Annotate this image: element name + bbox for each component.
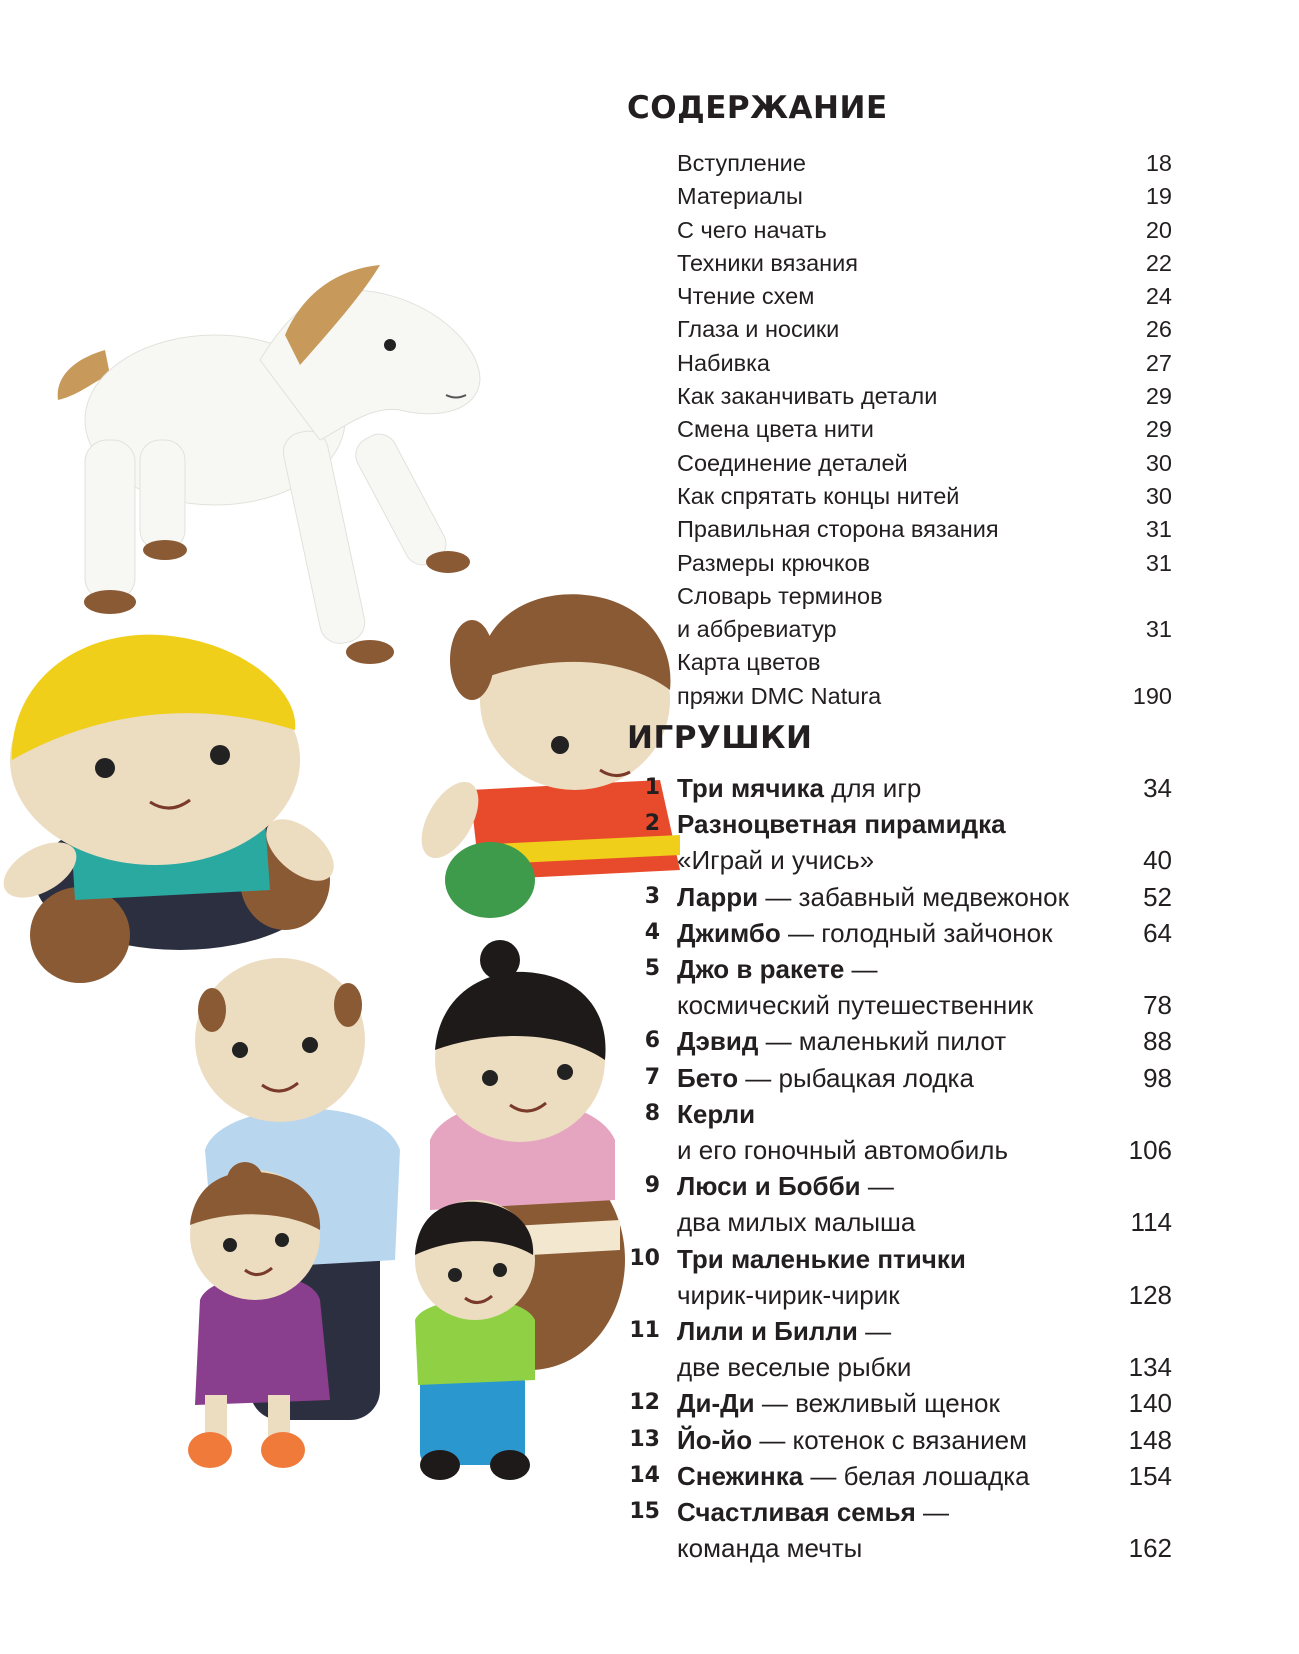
toc-entry-page: 19: [1145, 183, 1172, 210]
toy-entry-number: 7: [644, 1064, 660, 1090]
toy-entry-title: [600, 879, 1180, 915]
toy-entry-title: [600, 842, 1180, 878]
toy-entry-title: [600, 1204, 1180, 1240]
toc-entry-page: 29: [1145, 416, 1172, 443]
toy-entry: [600, 806, 1180, 878]
toc-entry: [600, 280, 1180, 313]
toy-entry-number: 10: [629, 1245, 660, 1271]
toy-name: Ларри: [677, 881, 759, 912]
toc-entry-page: 31: [1145, 516, 1172, 543]
toc-entry-page: 24: [1145, 283, 1172, 310]
toc-entry: [600, 247, 1180, 280]
boy-yellow-hat-toy: [0, 635, 345, 983]
toc-entry: [600, 447, 1180, 480]
toy-name: Джимбо: [677, 917, 781, 948]
toy-entry-page: 98: [1143, 1062, 1172, 1093]
toy-entry-title: [600, 1422, 1180, 1458]
toy-entry-title: [600, 951, 1180, 987]
toy-entry-number: 12: [629, 1390, 660, 1416]
toy-subtitle: — вежливый щенок: [754, 1388, 1000, 1419]
toy-name: Три маленькие птички: [677, 1243, 966, 1274]
toys-heading: ИГРУШКИ: [627, 720, 813, 756]
toy-entry-title: [600, 1494, 1180, 1530]
toc-entry-page: 20: [1145, 216, 1172, 243]
toy-entry-number: 2: [644, 811, 660, 837]
toy-entry: [600, 951, 1180, 1023]
toy-entry: [600, 770, 1180, 806]
toy-entry-page: 64: [1143, 917, 1172, 948]
toy-entry: [600, 1494, 1180, 1566]
toy-subtitle: —: [857, 1316, 892, 1347]
toy-entry-number: 4: [644, 919, 660, 945]
toy-subtitle: команда мечты: [677, 1533, 863, 1564]
toy-subtitle: — белая лошадка: [803, 1460, 1030, 1491]
toy-entry-title: [600, 1385, 1180, 1421]
toy-entry-number: 6: [644, 1028, 660, 1054]
toy-entry-title: [600, 1277, 1180, 1313]
toy-name: Йо-йо: [677, 1424, 753, 1455]
toc-entry-page: 30: [1145, 449, 1172, 476]
toc-entry-title: пряжи DMC Natura 190: [600, 680, 1180, 713]
toc-entry: [600, 380, 1180, 413]
toc-entry: [600, 480, 1180, 513]
toy-entry-page: 134: [1128, 1352, 1172, 1383]
toy-entry: [600, 879, 1180, 915]
toys-list: [600, 770, 1180, 1566]
toc-entry-title: Карта цветов: [677, 649, 821, 676]
toy-entry-page: 148: [1128, 1424, 1172, 1455]
toy-subtitle: — голодный зайчонок: [780, 917, 1053, 948]
toc-entry-title: Размеры крючков 31: [600, 547, 1180, 580]
toy-entry: [600, 1168, 1180, 1240]
toc-entry: [600, 580, 1180, 647]
toy-subtitle: — рыбацкая лодка: [738, 1062, 974, 1093]
toy-subtitle: — забавный медвежонок: [758, 881, 1069, 912]
toc-entry-title: и аббревиатур 31: [600, 613, 1180, 646]
toc-entry-title: Смена цвета нити 29: [600, 413, 1180, 446]
toy-entry-title: [600, 806, 1180, 842]
toy-entry-page: 88: [1143, 1026, 1172, 1057]
toy-subtitle: чирик-чирик-чирик: [677, 1279, 900, 1310]
toc-entry-page: 22: [1145, 249, 1172, 276]
toc-entry-title: Материалы 19: [600, 180, 1180, 213]
toy-subtitle: для игр: [823, 773, 922, 803]
toy-entry: [600, 1458, 1180, 1494]
toy-entry-page: 34: [1143, 773, 1172, 803]
toc-entry-title: Правильная сторона вязания 31: [600, 513, 1180, 546]
toy-name: Лили и Билли: [677, 1316, 858, 1347]
toy-entry-page: 140: [1128, 1388, 1172, 1419]
toy-entry-title: [600, 770, 1180, 806]
toc-entry: [600, 513, 1180, 546]
toy-entry-number: 15: [629, 1499, 660, 1525]
toy-subtitle: —: [844, 954, 878, 985]
toc-entry-title: Глаза и носики 26: [600, 313, 1180, 346]
toc-entry: [600, 180, 1180, 213]
toy-entry-page: 52: [1143, 881, 1172, 912]
toc-entry-page: 31: [1145, 549, 1172, 576]
toy-entry-page: 78: [1143, 990, 1172, 1021]
toy-entry-title: [600, 1313, 1180, 1349]
toc-entry-title: С чего начать 20: [600, 214, 1180, 247]
toy-entry-title: [600, 1241, 1180, 1277]
toc-entry-page: 26: [1145, 316, 1172, 343]
toc-entry-title: Как спрятать концы нитей 30: [600, 480, 1180, 513]
toc-entry: [600, 147, 1180, 180]
toy-subtitle: — маленький пилот: [758, 1026, 1007, 1057]
toy-entry: [600, 1385, 1180, 1421]
toc-entry: [600, 214, 1180, 247]
toy-entry-number: 3: [644, 883, 660, 909]
toy-name: Керли: [677, 1098, 756, 1129]
toc-entry-title: Как заканчивать детали 29: [600, 380, 1180, 413]
toy-entry-number: 1: [644, 775, 660, 800]
toy-subtitle: — котенок с вязанием: [752, 1424, 1028, 1455]
toy-name: Разноцветная пирамидка: [677, 809, 1006, 840]
toy-name: Бето: [677, 1062, 739, 1093]
toy-subtitle: —: [860, 1171, 894, 1202]
toy-subtitle: «Играй и учись»: [677, 845, 875, 876]
toc-entry-page: 27: [1145, 349, 1172, 376]
toy-entry-title: [600, 1530, 1180, 1566]
toc-entry-page: 31: [1145, 616, 1172, 643]
toy-entry-page: 154: [1128, 1460, 1172, 1491]
toy-entry-page: 40: [1143, 845, 1172, 876]
toc-entry: [600, 347, 1180, 380]
toc-entry-title: Техники вязания 22: [600, 247, 1180, 280]
toc-entry: [600, 313, 1180, 346]
white-horse-toy: [58, 265, 480, 664]
toy-entry-number: 11: [629, 1318, 660, 1344]
toy-entry: [600, 1060, 1180, 1096]
little-boy-toy: [415, 1200, 535, 1480]
toy-entry-title: [600, 1168, 1180, 1204]
toy-name: Ди-Ди: [677, 1388, 755, 1419]
contents-list: [600, 147, 1180, 713]
toy-entry-title: [600, 987, 1180, 1023]
toy-subtitle: два милых малыша: [677, 1207, 916, 1238]
toy-entry-title: [600, 1458, 1180, 1494]
toy-entry-title: [600, 1349, 1180, 1385]
toy-entry: [600, 915, 1180, 951]
toc-entry-title: Соединение деталей 30: [600, 447, 1180, 480]
toy-entry-title: [600, 1060, 1180, 1096]
toc-entry-title: Словарь терминов: [677, 582, 883, 609]
toy-subtitle: и его гоночный автомобиль: [677, 1135, 1009, 1166]
toy-entry-page: 106: [1128, 1135, 1172, 1166]
toc-entry-page: 18: [1145, 150, 1172, 176]
toy-entry: [600, 1241, 1180, 1313]
toy-entry-title: [600, 1132, 1180, 1168]
toy-name: Люси и Бобби: [677, 1171, 861, 1202]
toc-entry-title: Вступление 18: [600, 147, 1180, 180]
toc-entry: [600, 547, 1180, 580]
toy-entry-number: 8: [644, 1100, 660, 1126]
toy-entry: [600, 1313, 1180, 1385]
toy-subtitle: две веселые рыбки: [677, 1352, 912, 1383]
toc-entry-title: Набивка 27: [600, 347, 1180, 380]
toy-name: Снежинка: [677, 1460, 804, 1491]
toy-name: Три мячика: [677, 773, 824, 803]
little-girl-toy: [188, 1162, 330, 1468]
toy-name: Джо в ракете: [677, 954, 845, 985]
toc-entry-page: 29: [1145, 383, 1172, 410]
toy-name: Дэвид: [677, 1026, 759, 1057]
toy-entry-number: 9: [644, 1173, 660, 1199]
toc-entry: [600, 646, 1180, 713]
toy-name: Счастливая семья: [677, 1497, 916, 1528]
toy-entry-number: 5: [644, 956, 660, 982]
toc-entry-title: Чтение схем 24: [600, 280, 1180, 313]
toy-entry-page: 114: [1130, 1207, 1172, 1238]
toy-entry-number: 14: [629, 1462, 660, 1488]
toy-entry: [600, 1096, 1180, 1168]
toy-entry-number: 13: [629, 1426, 660, 1452]
toy-entry: [600, 1023, 1180, 1059]
toy-entry-title: [600, 1023, 1180, 1059]
toy-entry: [600, 1422, 1180, 1458]
toy-entry-page: 128: [1128, 1279, 1172, 1310]
toy-subtitle: —: [915, 1497, 950, 1528]
toc-entry-page: 30: [1145, 482, 1172, 509]
contents-heading: СОДЕРЖАНИЕ: [627, 90, 888, 126]
toc-entry: [600, 413, 1180, 446]
toy-entry-title: [600, 915, 1180, 951]
toy-subtitle: космический путешественник: [677, 990, 1034, 1021]
toy-entry-title: [600, 1096, 1180, 1132]
toy-entry-page: 162: [1128, 1533, 1172, 1564]
toc-entry-page: 190: [1132, 682, 1172, 709]
